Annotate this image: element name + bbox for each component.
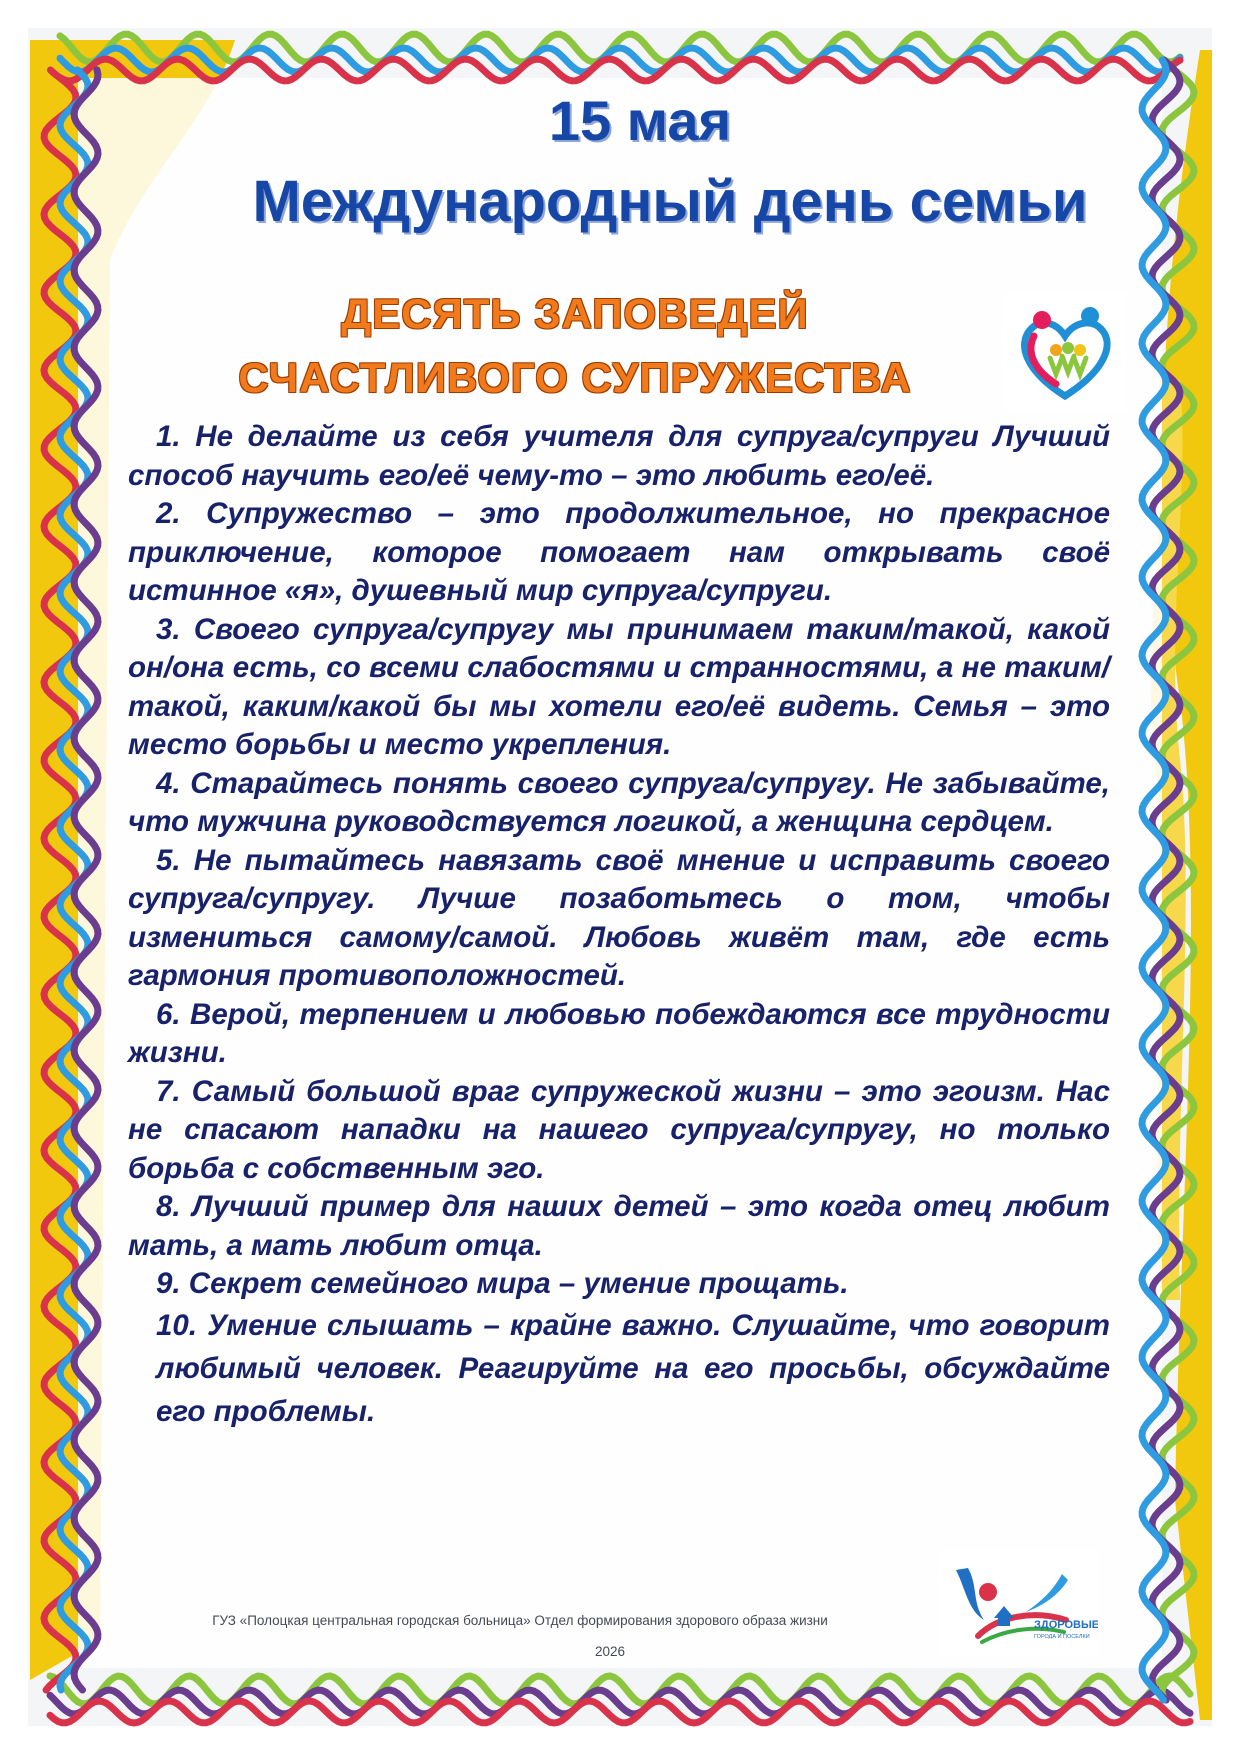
- child-head-icon: [1050, 344, 1062, 356]
- list-item: 4. Старайтесь понять своего супруга/супругу. Не забывайте, что мужчина руководствуется логикой, а женщина сердцем.: [128, 766, 1110, 838]
- list-item: 6. Верой, терпением и любовью побеждаются все трудности жизни.: [128, 997, 1110, 1069]
- title-date: 15 мая: [548, 89, 732, 152]
- healthy-cities-icon: [938, 1550, 1098, 1656]
- commandments-list: [128, 418, 1110, 1433]
- children-body-icon: [1050, 356, 1086, 374]
- child-head-icon: [1062, 342, 1074, 354]
- family-heart-icon: [1004, 292, 1126, 412]
- parent-head-icon: [1033, 311, 1051, 329]
- healthy-cities-logo: [938, 1550, 1098, 1656]
- healthy-logo-text: ЗДОРОВЫЕ: [1034, 1619, 1098, 1631]
- list-item: 2. Супружество – это продолжительное, но прекрасное приключение, которое помогает нам открывать своё истинное «я», душевный мир супруга/супруги.: [128, 497, 1110, 607]
- list-item: 5. Не пытайтесь навязать своё мнение и исправить своего супруга/супругу. Лучше позаботьтесь о том, чтобы измениться самому/самой. Любовь живёт там, где есть гармония противоположностей.: [128, 843, 1110, 992]
- wing-right-icon: [1026, 1574, 1068, 1612]
- subtitle-line-2: СЧАСТЛИВОГО СУПРУЖЕСТВА: [238, 354, 912, 401]
- healthy-logo-subtext: ГОРОДА И ПОСЕЛКИ: [1034, 1634, 1090, 1640]
- family-heart-logo: [1004, 292, 1126, 412]
- list-item: 8. Лучший пример для наших детей – это когда отец любит мать, а мать любит отца.: [128, 1190, 1110, 1262]
- house-icon: [998, 1616, 1010, 1626]
- list-item: 10. Умение слышать – крайне важно. Слушайте, что говорит любимый человек. Реагируйте на его просьбы, обсуждайте его проблемы.: [156, 1308, 1110, 1428]
- list-item: 1. Не делайте из себя учителя для супруга/супруги Лучший способ научить его/её чему-то – это любить его/её.: [128, 420, 1110, 492]
- footer-year: 2026: [594, 1644, 626, 1659]
- footer-organization: ГУЗ «Полоцкая центральная городская больница» Отдел формирования здорового образа жизни: [212, 1613, 828, 1628]
- parent-head-icon: [1081, 307, 1099, 325]
- sun-ornament-icon: [979, 1583, 997, 1601]
- subtitle-line-1: ДЕСЯТЬ ЗАПОВЕДЕЙ: [341, 290, 809, 337]
- page-title: Международный день семьи: [252, 169, 1088, 234]
- list-item: 3. Своего супруга/супругу мы принимаем таким/такой, какой он/она есть, со всеми слабостями и странностями, а не таким/такой, каким/какой бы мы хотели его/её видеть. Семья – это место борьбы и место укрепления.: [128, 612, 1110, 761]
- list-item: 9. Секрет семейного мира – умение прощать.: [156, 1267, 849, 1300]
- list-item: 7. Самый большой враг супружеской жизни – это эгоизм. Нас не спасают нападки на нашего супруга/супругу, но только борьба с собственным эго.: [128, 1074, 1110, 1185]
- child-head-icon: [1074, 344, 1086, 356]
